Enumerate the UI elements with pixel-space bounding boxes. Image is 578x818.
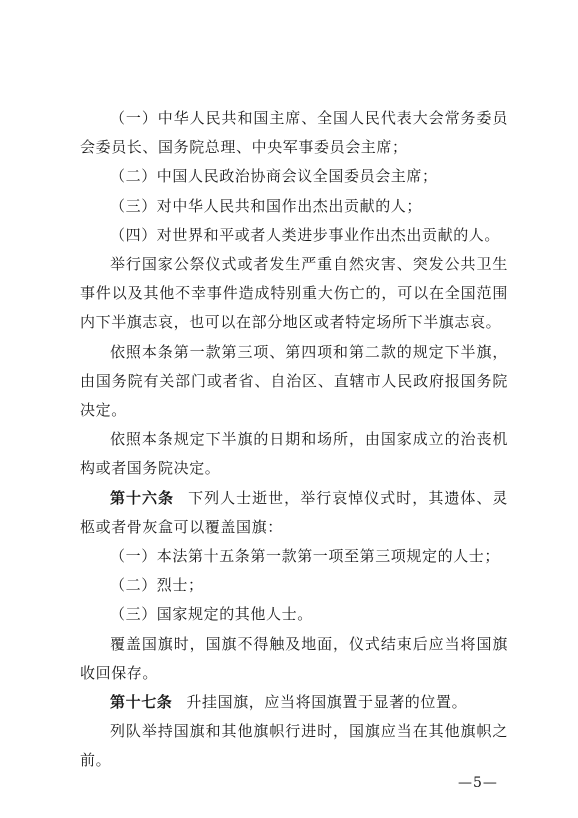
paragraph (80, 717, 508, 775)
paragraph (80, 221, 508, 250)
paragraph-text: （一）本法第十五条第一款第一项至第三项规定的人士； (110, 547, 501, 566)
paragraph (80, 425, 508, 483)
paragraph-text: （三）对中华人民共和国作出杰出贡献的人； (110, 196, 423, 215)
paragraph-text: （三）国家规定的其他人士。 (110, 605, 313, 624)
paragraph (80, 600, 508, 629)
paragraph (80, 162, 508, 191)
document-body (80, 104, 508, 776)
paragraph-text: （四）对世界和平或者人类进步事业作出杰出贡献的人。 (110, 225, 501, 244)
paragraph-text: （二）中国人民政治协商会议全国委员会主席； (110, 167, 438, 186)
paragraph-text: 升挂国旗，应当将国旗置于显著的位置。 (186, 693, 468, 712)
paragraph-text: （二）烈士； (110, 576, 204, 595)
paragraph (80, 250, 508, 338)
paragraph-text: 依照本条第一款第三项、第四项和第二款的规定下半旗，由国务院有关部门或者省、自治区、直辖市人民政府报国务院决定。 (80, 342, 508, 420)
paragraph (80, 542, 508, 571)
paragraph (80, 338, 508, 426)
paragraph-text: 举行国家公祭仪式或者发生严重自然灾害、突发公共卫生事件以及其他不幸事件造成特别重大伤亡的，可以在全国范围内下半旗志哀，也可以在部分地区或者特定场所下半旗志哀。 (80, 255, 508, 332)
article-number: 第十七条 (110, 693, 173, 712)
paragraph-text: （一）中华人民共和国主席、全国人民代表大会常务委员会委员长、国务院总理、中央军事委员会主席； (80, 109, 508, 157)
paragraph-text: 下列人士逝世，举行哀悼仪式时，其遗体、灵柩或者骨灰盒可以覆盖国旗： (80, 488, 508, 536)
article-paragraph (80, 484, 508, 542)
article-paragraph (80, 688, 508, 717)
paragraph (80, 571, 508, 600)
paragraph-text: 依照本条规定下半旗的日期和场所，由国家成立的治丧机构或者国务院决定。 (80, 430, 508, 478)
paragraph-text: 列队举持国旗和其他旗帜行进时，国旗应当在其他旗帜之前。 (80, 722, 508, 770)
paragraph (80, 192, 508, 221)
article-number: 第十六条 (110, 488, 175, 507)
paragraph-text: 覆盖国旗时，国旗不得触及地面，仪式结束后应当将国旗收回保存。 (80, 634, 508, 682)
paragraph (80, 104, 508, 162)
page-number: —5— (458, 775, 498, 791)
paragraph (80, 630, 508, 688)
